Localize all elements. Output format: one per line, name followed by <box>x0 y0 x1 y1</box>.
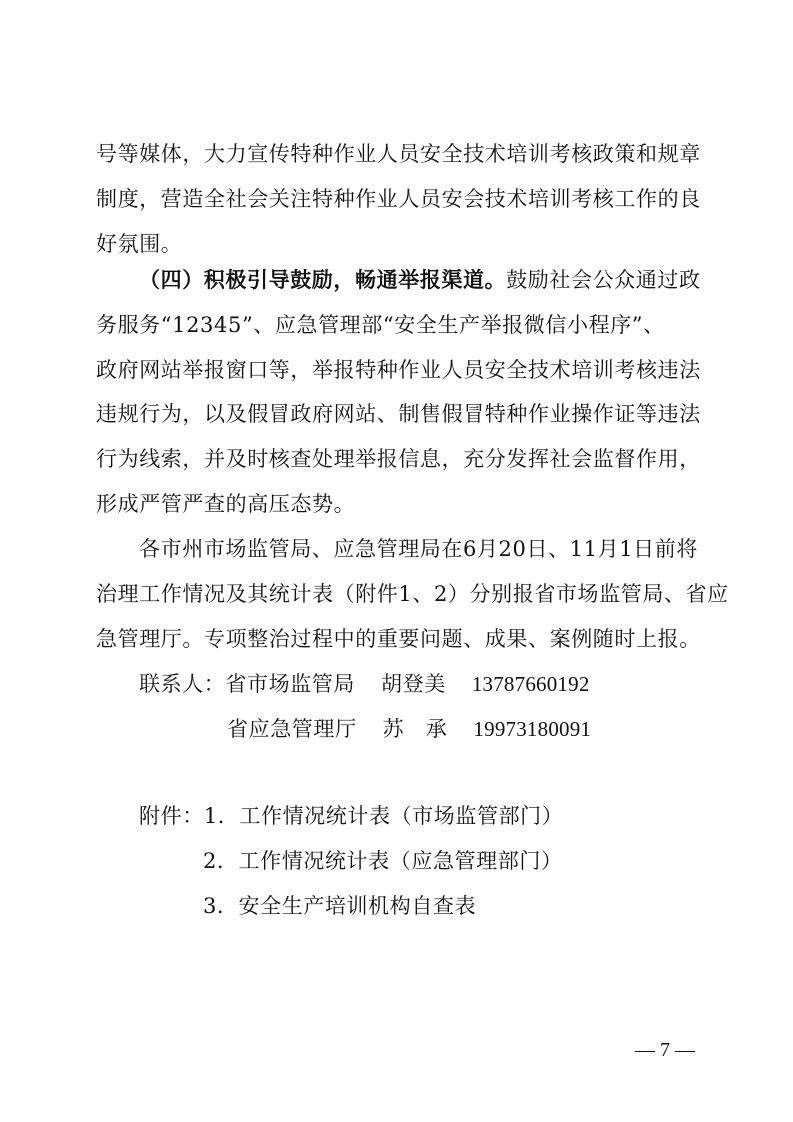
contact-primary-phone: 13787660192 <box>471 672 590 696</box>
para1-line1: 号等媒体，大力宣传特种作业人员安全技术培训考核政策和规章 <box>96 142 701 166</box>
attachment-item: 3．安全生产培训机构自查表 <box>203 894 477 918</box>
page-number: — 7 — <box>635 1039 695 1061</box>
para3-line1: 各市州市场监管局、应急管理局在6月20日、11月1日前将 <box>139 537 698 561</box>
para3-line2: 治理工作情况及其统计表（附件1、2）分别报省市场监管局、省应 <box>96 582 729 606</box>
attachments-label: 附件： <box>139 804 204 828</box>
para2-line1-rest: 鼓励社会公众通过政 <box>506 268 701 292</box>
contact-primary-name: 胡登美 <box>381 672 446 696</box>
para2-line6: 形成严管严查的高压态势。 <box>96 492 356 516</box>
contact-secondary-phone: 19973180091 <box>473 717 592 741</box>
contact-primary-org: 省市场监管局 <box>225 672 356 696</box>
para3-line3: 急管理厅。专项整治过程中的重要问题、成果、案例随时上报。 <box>96 627 701 651</box>
para2-line2: 务服务“12345”、应急管理部“安全生产举报微信小程序”、 <box>96 313 665 337</box>
attachment-item: 2．工作情况统计表（应急管理部门） <box>203 849 563 873</box>
para2-line5: 行为线索，并及时核查处理举报信息，充分发挥社会监督作用， <box>96 447 701 471</box>
contact-label: 联系人： <box>139 672 226 696</box>
contact-line-secondary <box>227 715 591 743</box>
section-heading: （四）积极引导鼓励，畅通举报渠道。 <box>139 267 507 292</box>
attachment-item: 1．工作情况统计表（市场监管部门） <box>203 804 564 828</box>
contact-secondary-name: 苏 承 <box>382 717 448 741</box>
para2-line3: 政府网站举报窗口等，举报特种作业人员安全技术培训考核违法 <box>96 358 701 382</box>
para1-line2: 制度，营造全社会关注特种作业人员安会技术培训考核工作的良 <box>96 187 701 211</box>
contact-line-primary <box>139 670 590 698</box>
para2-line4: 违规行为，以及假冒政府网站、制售假冒特种作业操作证等违法 <box>96 402 701 426</box>
para1-line3: 好氛围。 <box>96 232 183 256</box>
contact-secondary-org: 省应急管理厅 <box>227 717 357 741</box>
attachment-line-1 <box>139 802 563 830</box>
para2-line1 <box>139 266 701 294</box>
